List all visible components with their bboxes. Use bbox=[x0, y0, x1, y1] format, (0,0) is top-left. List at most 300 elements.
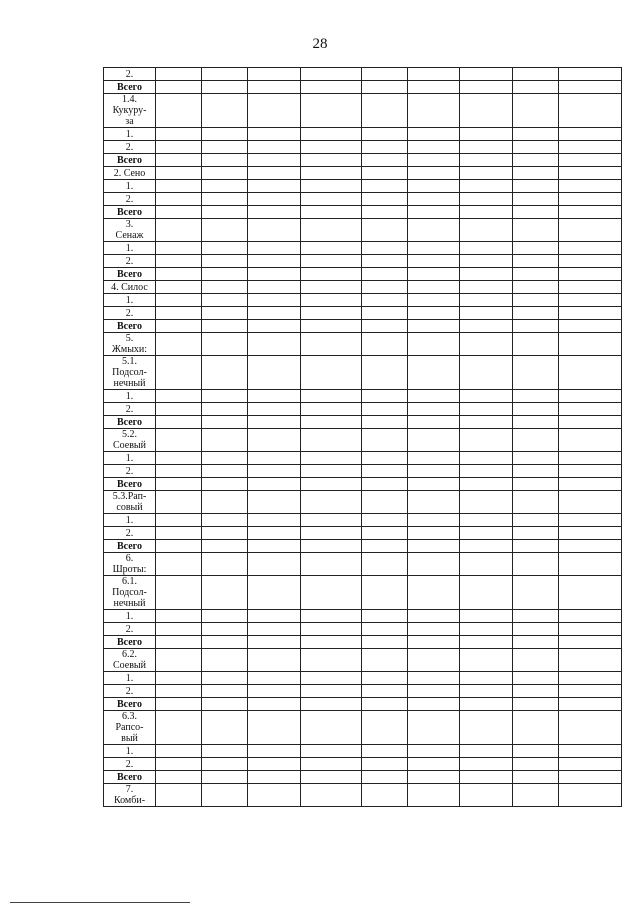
empty-cell bbox=[248, 698, 301, 711]
empty-cell bbox=[301, 478, 362, 491]
row-label: 2. bbox=[125, 465, 134, 477]
empty-cell bbox=[559, 356, 622, 390]
empty-cell bbox=[362, 527, 408, 540]
empty-cell bbox=[559, 307, 622, 320]
empty-cell bbox=[559, 255, 622, 268]
empty-cell bbox=[408, 81, 460, 94]
table-row bbox=[104, 242, 622, 255]
empty-cell bbox=[301, 758, 362, 771]
empty-cell bbox=[301, 452, 362, 465]
empty-cell bbox=[202, 711, 248, 745]
table-row bbox=[104, 356, 622, 390]
row-label: 5.2. bbox=[122, 429, 137, 440]
empty-cell bbox=[156, 94, 202, 128]
empty-cell bbox=[248, 527, 301, 540]
empty-cell bbox=[408, 68, 460, 81]
empty-cell bbox=[460, 320, 513, 333]
empty-cell bbox=[513, 758, 559, 771]
empty-cell bbox=[408, 711, 460, 745]
row-label: 2. bbox=[125, 68, 134, 80]
empty-cell bbox=[362, 429, 408, 452]
row-label-cell bbox=[104, 745, 156, 758]
row-label: Всего bbox=[117, 636, 142, 648]
empty-cell bbox=[460, 478, 513, 491]
empty-cell bbox=[156, 672, 202, 685]
empty-cell bbox=[301, 68, 362, 81]
empty-cell bbox=[202, 94, 248, 128]
empty-cell bbox=[362, 514, 408, 527]
row-label: совый bbox=[116, 502, 143, 513]
empty-cell bbox=[559, 553, 622, 576]
empty-cell bbox=[408, 672, 460, 685]
empty-cell bbox=[301, 193, 362, 206]
empty-cell bbox=[202, 491, 248, 514]
empty-cell bbox=[248, 623, 301, 636]
empty-cell bbox=[156, 219, 202, 242]
empty-cell bbox=[460, 68, 513, 81]
table-row bbox=[104, 478, 622, 491]
row-label: 7. bbox=[125, 784, 134, 795]
row-label-cell bbox=[104, 141, 156, 154]
empty-cell bbox=[559, 711, 622, 745]
empty-cell bbox=[362, 307, 408, 320]
row-label-cell bbox=[104, 294, 156, 307]
empty-cell bbox=[559, 576, 622, 610]
empty-cell bbox=[202, 356, 248, 390]
empty-cell bbox=[559, 465, 622, 478]
empty-cell bbox=[513, 281, 559, 294]
empty-cell bbox=[513, 320, 559, 333]
empty-cell bbox=[362, 356, 408, 390]
row-label: 2. Сено bbox=[113, 167, 146, 179]
empty-cell bbox=[248, 219, 301, 242]
empty-cell bbox=[301, 219, 362, 242]
empty-cell bbox=[301, 610, 362, 623]
table-row bbox=[104, 294, 622, 307]
row-label: нечный bbox=[113, 598, 146, 609]
row-label: Сенаж bbox=[115, 230, 144, 241]
empty-cell bbox=[408, 623, 460, 636]
empty-cell bbox=[248, 167, 301, 180]
table-row bbox=[104, 771, 622, 784]
empty-cell bbox=[460, 94, 513, 128]
empty-cell bbox=[408, 514, 460, 527]
row-label: 1.4. bbox=[122, 94, 137, 105]
empty-cell bbox=[156, 685, 202, 698]
empty-cell bbox=[513, 429, 559, 452]
table-row bbox=[104, 745, 622, 758]
empty-cell bbox=[460, 167, 513, 180]
empty-cell bbox=[559, 206, 622, 219]
empty-cell bbox=[513, 128, 559, 141]
empty-cell bbox=[248, 465, 301, 478]
empty-cell bbox=[362, 141, 408, 154]
row-label: 1. bbox=[125, 745, 134, 757]
row-label: за bbox=[125, 116, 134, 127]
empty-cell bbox=[156, 356, 202, 390]
row-label-cell bbox=[104, 514, 156, 527]
empty-cell bbox=[202, 242, 248, 255]
empty-cell bbox=[301, 649, 362, 672]
row-label-cell bbox=[104, 268, 156, 281]
empty-cell bbox=[156, 154, 202, 167]
empty-cell bbox=[362, 711, 408, 745]
empty-cell bbox=[202, 478, 248, 491]
empty-cell bbox=[559, 685, 622, 698]
table-row bbox=[104, 711, 622, 745]
table-row bbox=[104, 281, 622, 294]
footnote-separator bbox=[10, 902, 190, 903]
empty-cell bbox=[202, 193, 248, 206]
empty-cell bbox=[301, 771, 362, 784]
empty-cell bbox=[559, 320, 622, 333]
table-row bbox=[104, 623, 622, 636]
empty-cell bbox=[460, 416, 513, 429]
table-row bbox=[104, 649, 622, 672]
table-row bbox=[104, 128, 622, 141]
empty-cell bbox=[156, 711, 202, 745]
empty-cell bbox=[202, 553, 248, 576]
empty-cell bbox=[156, 294, 202, 307]
empty-cell bbox=[156, 698, 202, 711]
empty-cell bbox=[408, 649, 460, 672]
row-label: Подсол- bbox=[112, 367, 147, 378]
empty-cell bbox=[248, 452, 301, 465]
row-label: 6. bbox=[125, 553, 134, 564]
row-label: 1. bbox=[125, 294, 134, 306]
empty-cell bbox=[301, 141, 362, 154]
table-row bbox=[104, 636, 622, 649]
empty-cell bbox=[513, 540, 559, 553]
row-label-cell bbox=[104, 636, 156, 649]
empty-cell bbox=[408, 784, 460, 807]
empty-cell bbox=[559, 636, 622, 649]
empty-cell bbox=[362, 94, 408, 128]
row-label-cell bbox=[104, 698, 156, 711]
empty-cell bbox=[460, 758, 513, 771]
row-label: Всего bbox=[117, 268, 142, 280]
empty-cell bbox=[559, 219, 622, 242]
empty-cell bbox=[408, 465, 460, 478]
empty-cell bbox=[301, 553, 362, 576]
empty-cell bbox=[156, 193, 202, 206]
table-row bbox=[104, 333, 622, 356]
table-row bbox=[104, 403, 622, 416]
empty-cell bbox=[156, 553, 202, 576]
empty-cell bbox=[408, 94, 460, 128]
row-label: Жмыхи: bbox=[111, 344, 148, 355]
table-row bbox=[104, 553, 622, 576]
row-label-cell bbox=[104, 610, 156, 623]
table-row bbox=[104, 206, 622, 219]
empty-cell bbox=[513, 636, 559, 649]
empty-cell bbox=[559, 167, 622, 180]
empty-cell bbox=[460, 429, 513, 452]
empty-cell bbox=[559, 698, 622, 711]
empty-cell bbox=[408, 219, 460, 242]
empty-cell bbox=[156, 167, 202, 180]
empty-cell bbox=[248, 745, 301, 758]
empty-cell bbox=[408, 281, 460, 294]
empty-cell bbox=[301, 356, 362, 390]
empty-cell bbox=[362, 636, 408, 649]
empty-cell bbox=[248, 576, 301, 610]
empty-cell bbox=[362, 268, 408, 281]
row-label-cell bbox=[104, 623, 156, 636]
empty-cell bbox=[513, 193, 559, 206]
empty-cell bbox=[559, 281, 622, 294]
empty-cell bbox=[156, 242, 202, 255]
empty-cell bbox=[408, 128, 460, 141]
empty-cell bbox=[301, 527, 362, 540]
empty-cell bbox=[408, 478, 460, 491]
empty-cell bbox=[301, 154, 362, 167]
empty-cell bbox=[408, 452, 460, 465]
empty-cell bbox=[408, 167, 460, 180]
empty-cell bbox=[460, 193, 513, 206]
empty-cell bbox=[156, 465, 202, 478]
empty-cell bbox=[408, 758, 460, 771]
empty-cell bbox=[362, 167, 408, 180]
empty-cell bbox=[362, 206, 408, 219]
table-row bbox=[104, 610, 622, 623]
empty-cell bbox=[408, 255, 460, 268]
empty-cell bbox=[202, 514, 248, 527]
empty-cell bbox=[408, 294, 460, 307]
table-row bbox=[104, 68, 622, 81]
empty-cell bbox=[559, 452, 622, 465]
empty-cell bbox=[362, 255, 408, 268]
empty-cell bbox=[301, 623, 362, 636]
empty-cell bbox=[248, 333, 301, 356]
empty-cell bbox=[202, 672, 248, 685]
row-label: 1. bbox=[125, 128, 134, 140]
row-label-cell bbox=[104, 784, 156, 807]
empty-cell bbox=[362, 576, 408, 610]
row-label-cell bbox=[104, 128, 156, 141]
table-row bbox=[104, 167, 622, 180]
empty-cell bbox=[202, 281, 248, 294]
empty-cell bbox=[202, 141, 248, 154]
empty-cell bbox=[460, 452, 513, 465]
row-label: 1. bbox=[125, 514, 134, 526]
empty-cell bbox=[202, 219, 248, 242]
empty-cell bbox=[559, 128, 622, 141]
empty-cell bbox=[202, 649, 248, 672]
empty-cell bbox=[513, 390, 559, 403]
row-label: 2. bbox=[125, 403, 134, 415]
empty-cell bbox=[248, 514, 301, 527]
empty-cell bbox=[156, 576, 202, 610]
empty-cell bbox=[362, 491, 408, 514]
empty-cell bbox=[248, 268, 301, 281]
empty-cell bbox=[408, 576, 460, 610]
empty-cell bbox=[301, 685, 362, 698]
table-row bbox=[104, 268, 622, 281]
row-label-cell bbox=[104, 81, 156, 94]
empty-cell bbox=[202, 167, 248, 180]
empty-cell bbox=[156, 281, 202, 294]
row-label-cell bbox=[104, 491, 156, 514]
empty-cell bbox=[202, 745, 248, 758]
table-row bbox=[104, 219, 622, 242]
table-row bbox=[104, 320, 622, 333]
table-row bbox=[104, 465, 622, 478]
empty-cell bbox=[513, 403, 559, 416]
row-label-cell bbox=[104, 94, 156, 128]
empty-cell bbox=[202, 465, 248, 478]
empty-cell bbox=[301, 94, 362, 128]
empty-cell bbox=[202, 698, 248, 711]
empty-cell bbox=[202, 333, 248, 356]
empty-cell bbox=[408, 307, 460, 320]
empty-cell bbox=[248, 281, 301, 294]
row-label: Всего bbox=[117, 320, 142, 332]
row-label-cell bbox=[104, 219, 156, 242]
empty-cell bbox=[156, 68, 202, 81]
row-label-cell bbox=[104, 180, 156, 193]
empty-cell bbox=[248, 356, 301, 390]
empty-cell bbox=[248, 711, 301, 745]
row-label: 6.2. bbox=[122, 649, 137, 660]
table-row bbox=[104, 81, 622, 94]
empty-cell bbox=[301, 576, 362, 610]
empty-cell bbox=[362, 758, 408, 771]
empty-cell bbox=[301, 514, 362, 527]
empty-cell bbox=[301, 128, 362, 141]
empty-cell bbox=[559, 429, 622, 452]
empty-cell bbox=[202, 268, 248, 281]
empty-cell bbox=[513, 333, 559, 356]
row-label-cell bbox=[104, 193, 156, 206]
empty-cell bbox=[460, 268, 513, 281]
empty-cell bbox=[202, 576, 248, 610]
row-label-cell bbox=[104, 307, 156, 320]
empty-cell bbox=[513, 307, 559, 320]
row-label-cell bbox=[104, 771, 156, 784]
empty-cell bbox=[559, 68, 622, 81]
table-row bbox=[104, 514, 622, 527]
empty-cell bbox=[408, 636, 460, 649]
table-row bbox=[104, 527, 622, 540]
empty-cell bbox=[513, 527, 559, 540]
empty-cell bbox=[156, 333, 202, 356]
empty-cell bbox=[513, 465, 559, 478]
empty-cell bbox=[559, 649, 622, 672]
empty-cell bbox=[202, 180, 248, 193]
empty-cell bbox=[460, 465, 513, 478]
empty-cell bbox=[362, 128, 408, 141]
empty-cell bbox=[513, 649, 559, 672]
empty-cell bbox=[248, 784, 301, 807]
empty-cell bbox=[408, 553, 460, 576]
empty-cell bbox=[156, 771, 202, 784]
empty-cell bbox=[513, 553, 559, 576]
row-label-cell bbox=[104, 167, 156, 180]
empty-cell bbox=[559, 294, 622, 307]
empty-cell bbox=[301, 294, 362, 307]
empty-cell bbox=[362, 465, 408, 478]
row-label-cell bbox=[104, 540, 156, 553]
empty-cell bbox=[362, 320, 408, 333]
empty-cell bbox=[156, 416, 202, 429]
empty-cell bbox=[559, 81, 622, 94]
empty-cell bbox=[408, 141, 460, 154]
empty-cell bbox=[156, 255, 202, 268]
row-label: 5.1. bbox=[122, 356, 137, 367]
empty-cell bbox=[301, 81, 362, 94]
empty-cell bbox=[301, 281, 362, 294]
empty-cell bbox=[513, 268, 559, 281]
empty-cell bbox=[559, 242, 622, 255]
empty-cell bbox=[460, 180, 513, 193]
empty-cell bbox=[202, 540, 248, 553]
table-row bbox=[104, 576, 622, 610]
row-label: 2. bbox=[125, 527, 134, 539]
row-label-cell bbox=[104, 154, 156, 167]
empty-cell bbox=[513, 242, 559, 255]
empty-cell bbox=[301, 416, 362, 429]
empty-cell bbox=[559, 94, 622, 128]
empty-cell bbox=[559, 540, 622, 553]
empty-cell bbox=[408, 333, 460, 356]
row-label-cell bbox=[104, 242, 156, 255]
empty-cell bbox=[362, 452, 408, 465]
empty-cell bbox=[248, 636, 301, 649]
empty-cell bbox=[248, 390, 301, 403]
row-label: 1. bbox=[125, 452, 134, 464]
row-label: Всего bbox=[117, 81, 142, 93]
empty-cell bbox=[248, 242, 301, 255]
empty-cell bbox=[513, 294, 559, 307]
empty-cell bbox=[301, 206, 362, 219]
empty-cell bbox=[513, 154, 559, 167]
row-label: 5.3.Рап- bbox=[112, 491, 147, 502]
row-label: Всего bbox=[117, 771, 142, 783]
empty-cell bbox=[408, 491, 460, 514]
table-row bbox=[104, 307, 622, 320]
empty-cell bbox=[156, 141, 202, 154]
table-row bbox=[104, 390, 622, 403]
row-label-cell bbox=[104, 465, 156, 478]
empty-cell bbox=[362, 771, 408, 784]
empty-cell bbox=[559, 478, 622, 491]
row-label-cell bbox=[104, 206, 156, 219]
row-label: 2. bbox=[125, 193, 134, 205]
empty-cell bbox=[202, 784, 248, 807]
empty-cell bbox=[460, 649, 513, 672]
empty-cell bbox=[248, 193, 301, 206]
empty-cell bbox=[248, 491, 301, 514]
row-label-cell bbox=[104, 452, 156, 465]
empty-cell bbox=[202, 390, 248, 403]
row-label: Шроты: bbox=[112, 564, 147, 575]
row-label-cell bbox=[104, 711, 156, 745]
row-label-cell bbox=[104, 553, 156, 576]
empty-cell bbox=[301, 390, 362, 403]
empty-cell bbox=[513, 478, 559, 491]
row-label: 1. bbox=[125, 672, 134, 684]
empty-cell bbox=[513, 68, 559, 81]
empty-cell bbox=[362, 416, 408, 429]
empty-cell bbox=[248, 81, 301, 94]
empty-cell bbox=[301, 698, 362, 711]
empty-cell bbox=[362, 242, 408, 255]
empty-cell bbox=[156, 128, 202, 141]
empty-cell bbox=[460, 745, 513, 758]
empty-cell bbox=[408, 610, 460, 623]
empty-cell bbox=[408, 193, 460, 206]
